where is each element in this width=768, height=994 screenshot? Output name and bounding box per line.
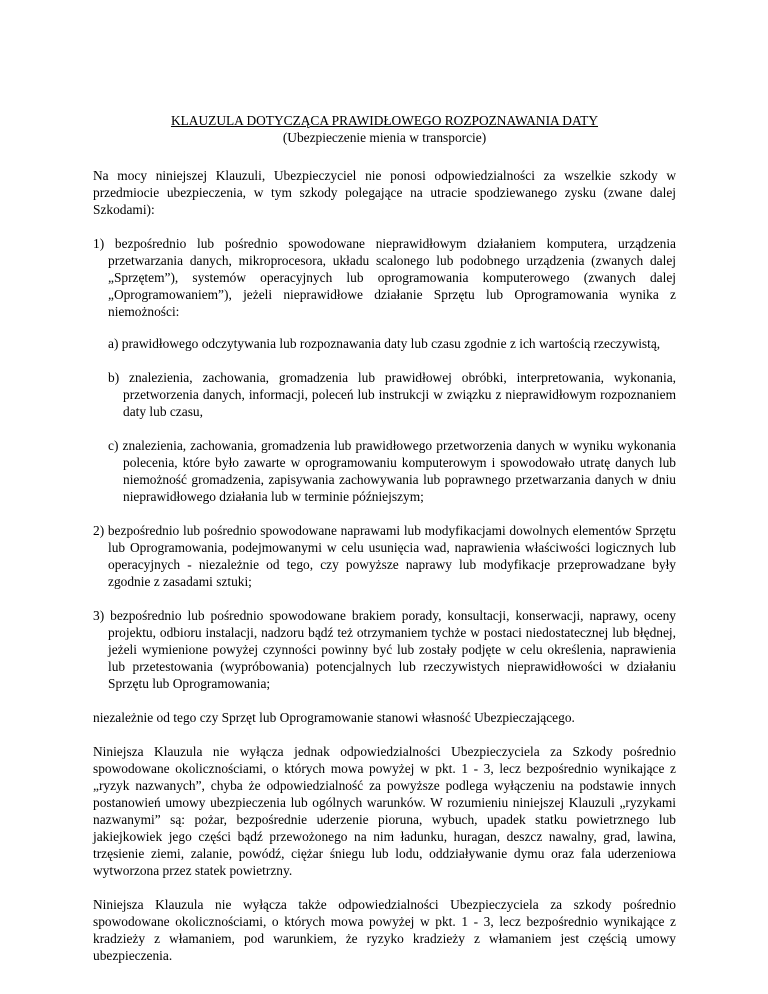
- intro-paragraph: Na mocy niniejszej Klauzuli, Ubezpieczyciel nie ponosi odpowiedzialności za wszelkie szkody w przedmiocie ubezpieczenia, w tym szkody polegające na utracie spodziewanego zysku (zwane dalej Szkodami):: [93, 168, 676, 217]
- sub-item-c: c) znalezienia, zachowania, gromadzenia lub prawidłowego przetworzenia danych w wyniku wykonania polecenia, które było zawarte w oprogramowaniu komputerowym i spowodowało utratę danych lub niemożność gromadzenia, zapisywania zachowywania lub poprawnego przetwarzania danych w dniu nieprawidłowego działania lub w terminie późniejszym;: [108, 438, 676, 504]
- document-subtitle: (Ubezpieczenie mienia w transporcie): [282, 130, 487, 145]
- paragraph-burglary: Niniejsza Klauzula nie wyłącza także odpowiedzialności Ubezpieczyciela za szkody pośrednio spowodowane okolicznościami, o których mowa powyżej w pkt. 1 - 3, lecz bezpośrednio wynikające z kradzieży z włamaniem, pod warunkiem, że ryzyko kradzieży z włamaniem jest częścią umowy ubezpieczenia.: [93, 897, 676, 963]
- numbered-item-2: 2) bezpośrednio lub pośrednio spowodowane naprawami lub modyfikacjami dowolnych elementów Sprzętu lub Oprogramowania, podejmowanymi w celu usunięcia wad, naprawienia właściwości logicznych lub operacyjnych - niezależnie od tego, czy powyższe naprawy lub modyfikacje przeprowadzane były zgodnie z zasadami sztuki;: [93, 523, 676, 589]
- closing-statement: niezależnie od tego czy Sprzęt lub Oprogramowanie stanowi własność Ubezpieczającego.: [93, 710, 575, 725]
- numbered-item-1: 1) bezpośrednio lub pośrednio spowodowane nieprawidłowym działaniem komputera, urządzenia przetwarzania danych, mikroprocesora, układu scalonego lub podobnego urządzenia (zwanych dalej „Sprzętem”), systemów operacyjnych lub oprogramowania komputerowego (zwanych dalej „Oprogramowaniem”), jeżeli nieprawidłowe działanie Sprzętu lub Oprogramowania wynika z niemożności:: [93, 236, 676, 319]
- numbered-item-3: 3) bezpośrednio lub pośrednio spowodowane brakiem porady, konsultacji, konserwacji, naprawy, oceny projektu, odbioru instalacji, nadzoru bądź też otrzymaniem tychże w postaci niedostatecznej lub błędnej, jeżeli wymienione powyżej czynności powinny być lub zostały podjęte w celu określenia, naprawienia lub przetestowania (wypróbowania) potencjalnych lub rzeczywistych nieprawidłowości w działaniu Sprzętu lub Oprogramowania;: [93, 608, 676, 691]
- sub-item-a: a) prawidłowego odczytywania lub rozpoznawania daty lub czasu zgodnie z ich wartością rzeczywistą,: [108, 336, 661, 351]
- document-title: KLAUZULA DOTYCZĄCA PRAWIDŁOWEGO ROZPOZNAWANIA DATY: [170, 113, 599, 128]
- paragraph-named-risks: Niniejsza Klauzula nie wyłącza jednak odpowiedzialności Ubezpieczyciela za Szkody pośrednio spowodowane okolicznościami, o których mowa powyżej w pkt. 1 - 3, lecz bezpośrednio wynikające z „ryzyk nazwanych”, chyba że odpowiedzialność za powyższe podlega wyłączeniu na podstawie innych postanowień umowy ubezpieczenia lub ogólnych warunków. W rozumieniu niniejszej Klauzuli „ryzykami nazwanymi” są: pożar, bezpośrednie uderzenie pioruna, wybuch, upadek statku powietrznego lub jakiejkowiek jego części bądź przewożonego na nim ładunku, huragan, deszcz nawalny, grad, lawina, trzęsienie ziemi, zalanie, powódź, ciężar śniegu lub lodu, oddziaływanie dymu oraz fala uderzeniowa wytworzona przez statek powietrzny.: [93, 744, 676, 878]
- sub-item-b: b) znalezienia, zachowania, gromadzenia lub prawidłowej obróbki, interpretowania, wykonania, przetworzenia danych, informacji, poleceń lub instrukcji w związku z nieprawidłowym rozpoznaniem daty lub czasu,: [108, 370, 676, 419]
